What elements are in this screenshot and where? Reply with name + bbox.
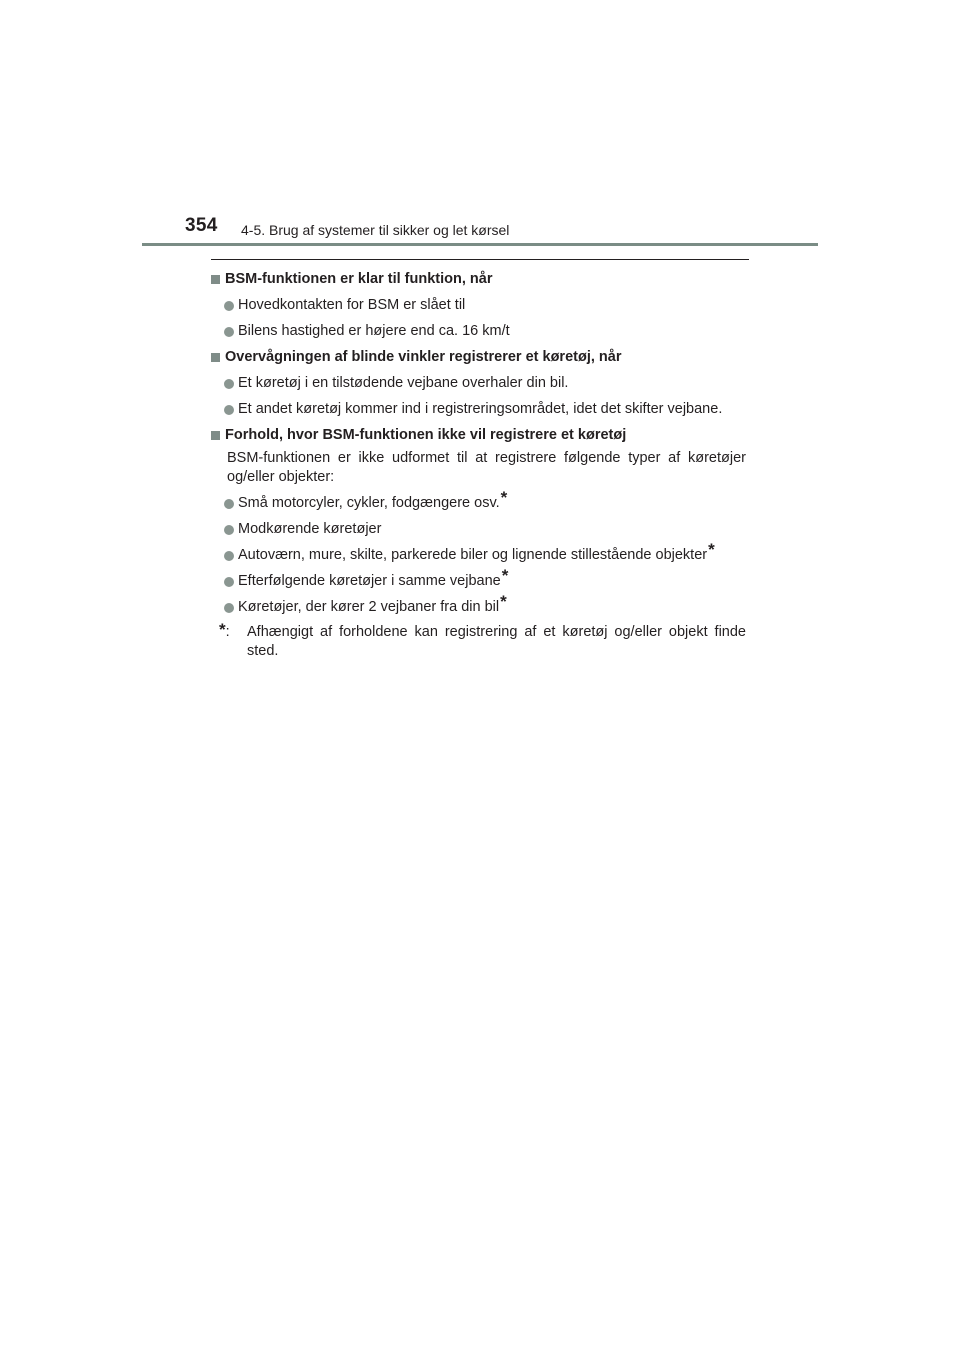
list-item <box>211 540 746 565</box>
section-heading <box>211 348 746 367</box>
footnote-marker <box>219 620 247 661</box>
footnote-text <box>247 623 746 661</box>
list-item <box>211 296 746 315</box>
section-heading-text: Forhold, hvor BSM-funktionen ikke vil registrere et køretøj <box>225 427 627 443</box>
circle-bullet-icon <box>224 603 234 613</box>
circle-bullet-icon <box>224 327 234 337</box>
footnote-star: * <box>708 540 715 559</box>
list-item-text: Efterfølgende køretøjer i samme vejbane <box>238 573 501 589</box>
paragraph-line: og/eller objekter: <box>227 469 335 485</box>
list-item-text: Et køretøj i en tilstødende vejbane overhaler din bil. <box>238 375 569 391</box>
square-bullet-icon <box>211 431 220 440</box>
circle-bullet-icon <box>224 301 234 311</box>
header-divider <box>142 243 818 246</box>
square-bullet-icon <box>211 353 220 362</box>
circle-bullet-icon <box>224 499 234 509</box>
content-divider <box>211 259 749 260</box>
section-heading <box>211 426 746 445</box>
footnote-line: Afhængigt af forholdene kan registrering af et køretøj og/eller objekt finde <box>247 624 746 640</box>
list-item <box>211 374 746 393</box>
paragraph-line: BSM-funktionen er ikke udformet til at registrere følgende typer af køretøjer <box>227 450 746 466</box>
footnote-line: sted. <box>247 643 279 659</box>
list-item <box>211 488 746 513</box>
page-number: 354 <box>185 215 218 236</box>
footnote <box>211 620 746 661</box>
list-item-text: Små motorcyler, cykler, fodgængere osv. <box>238 495 500 511</box>
footnote-star: * <box>500 592 507 611</box>
circle-bullet-icon <box>224 577 234 587</box>
circle-bullet-icon <box>224 405 234 415</box>
list-item-text: Hovedkontakten for BSM er slået til <box>238 297 466 313</box>
page-content <box>211 270 746 661</box>
section-heading-text: BSM-funktionen er klar til funktion, når <box>225 271 493 287</box>
list-item-text: Bilens hastighed er højere end ca. 16 km/t <box>238 323 510 339</box>
circle-bullet-icon <box>224 525 234 535</box>
circle-bullet-icon <box>224 551 234 561</box>
footnote-colon: : <box>225 624 230 640</box>
section-heading-text: Overvågningen af blinde vinkler registrerer et køretøj, når <box>225 349 622 365</box>
list-item <box>211 520 746 539</box>
footnote-star: * <box>500 488 508 507</box>
list-item <box>211 400 746 419</box>
list-item <box>211 322 746 341</box>
section-heading <box>211 270 746 289</box>
list-item-text: Køretøjer, der kører 2 vejbaner fra din bil <box>238 599 500 615</box>
footnote-star: * <box>219 620 226 639</box>
section-paragraph <box>211 449 746 487</box>
circle-bullet-icon <box>224 379 234 389</box>
square-bullet-icon <box>211 275 220 284</box>
list-item-text: Et andet køretøj kommer ind i registreringsområdet, idet det skifter vejbane. <box>238 401 723 417</box>
list-item <box>211 592 746 617</box>
list-item <box>211 566 746 591</box>
list-item-text: Autoværn, mure, skilte, parkerede biler og lignende stillestående objekter <box>238 547 708 563</box>
footnote-star: * <box>501 566 509 585</box>
list-item-text: Modkørende køretøjer <box>238 521 382 537</box>
section-title: 4-5. Brug af systemer til sikker og let kørsel <box>241 222 510 238</box>
